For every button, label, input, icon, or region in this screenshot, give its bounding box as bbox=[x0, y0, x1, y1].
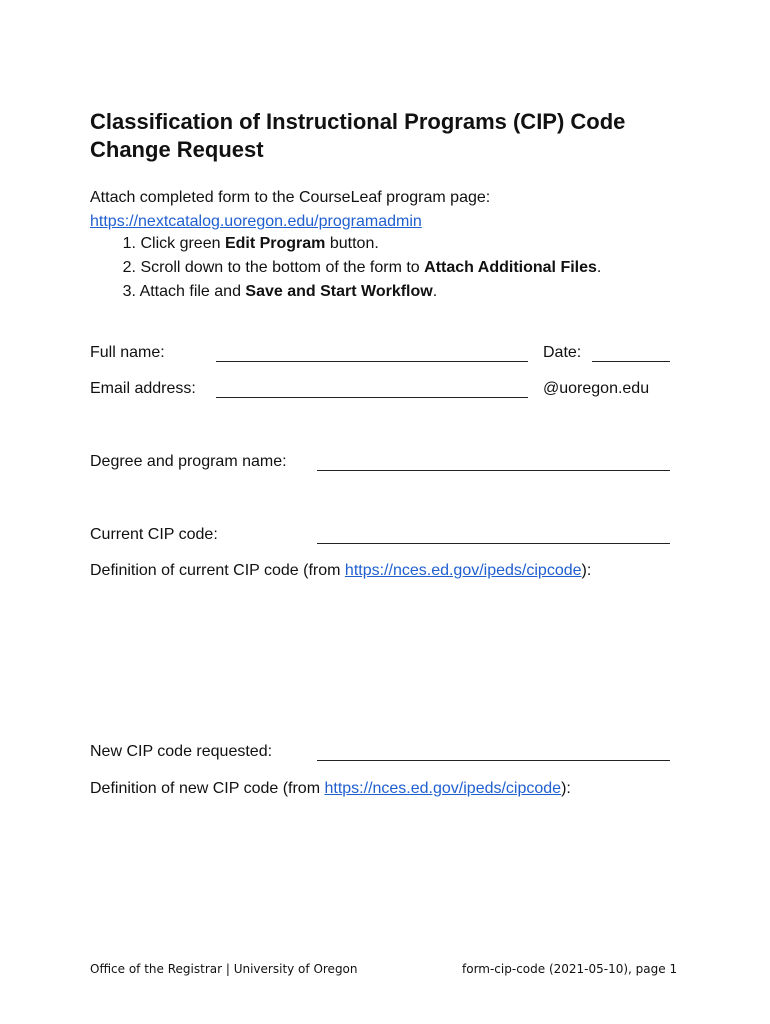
step-text: Click green bbox=[140, 235, 225, 252]
new-cip-label: New CIP code requested: bbox=[90, 743, 273, 760]
title-line-1: Classification of Instructional Programs (CIP) Code bbox=[90, 109, 626, 134]
step-text-end: button. bbox=[325, 235, 379, 252]
title-line-2: Change Request bbox=[90, 137, 264, 162]
step-emphasis: Save and Start Workflow bbox=[245, 283, 433, 300]
program-admin-link[interactable]: https://nextcatalog.uoregon.edu/programadmin bbox=[90, 213, 422, 230]
date-label: Date: bbox=[543, 344, 582, 361]
current-cip-definition-label bbox=[90, 560, 591, 582]
intro-instruction: Attach completed form to the CourseLeaf program page: bbox=[90, 189, 491, 206]
footer-office: Office of the Registrar | University of Oregon bbox=[90, 962, 358, 976]
step-text: Scroll down to the bottom of the form to bbox=[140, 259, 425, 276]
step-number: 2. bbox=[122, 259, 136, 276]
email-domain-suffix: @uoregon.edu bbox=[543, 380, 650, 397]
email-field[interactable] bbox=[216, 397, 528, 398]
new-cip-definition-area[interactable] bbox=[90, 808, 670, 938]
current-def-end: ): bbox=[581, 562, 592, 579]
full-name-label: Full name: bbox=[90, 344, 165, 361]
step-item bbox=[90, 232, 601, 256]
step-emphasis: Edit Program bbox=[224, 235, 326, 252]
cipcode-link-current[interactable]: https://nces.ed.gov/ipeds/cipcode bbox=[344, 562, 582, 579]
intro-text bbox=[90, 186, 490, 234]
new-cip-field[interactable] bbox=[317, 760, 670, 761]
date-field[interactable] bbox=[592, 361, 670, 362]
cipcode-link-new[interactable]: https://nces.ed.gov/ipeds/cipcode bbox=[324, 780, 562, 797]
current-cip-field[interactable] bbox=[317, 543, 670, 544]
new-def-text: Definition of new CIP code (from bbox=[90, 780, 325, 797]
current-cip-label: Current CIP code: bbox=[90, 526, 218, 543]
current-cip-definition-area[interactable] bbox=[90, 590, 670, 730]
new-cip-definition-label bbox=[90, 778, 571, 800]
step-emphasis: Attach Additional Files bbox=[424, 259, 597, 276]
footer-form-id: form-cip-code (2021-05-10), page 1 bbox=[462, 962, 678, 976]
step-text-end: . bbox=[596, 259, 602, 276]
step-item bbox=[90, 256, 601, 280]
new-def-end: ): bbox=[561, 780, 571, 797]
full-name-field[interactable] bbox=[216, 361, 528, 362]
degree-program-label: Degree and program name: bbox=[90, 453, 287, 470]
step-item bbox=[90, 280, 601, 304]
step-number: 1. bbox=[122, 235, 136, 252]
email-label: Email address: bbox=[90, 380, 196, 397]
degree-program-field[interactable] bbox=[317, 470, 670, 471]
instruction-steps bbox=[90, 232, 601, 304]
page-title bbox=[90, 108, 690, 164]
current-def-text: Definition of current CIP code (from bbox=[90, 562, 345, 579]
step-text-end: . bbox=[432, 283, 438, 300]
step-number: 3. bbox=[122, 283, 136, 300]
step-text: Attach file and bbox=[139, 283, 246, 300]
